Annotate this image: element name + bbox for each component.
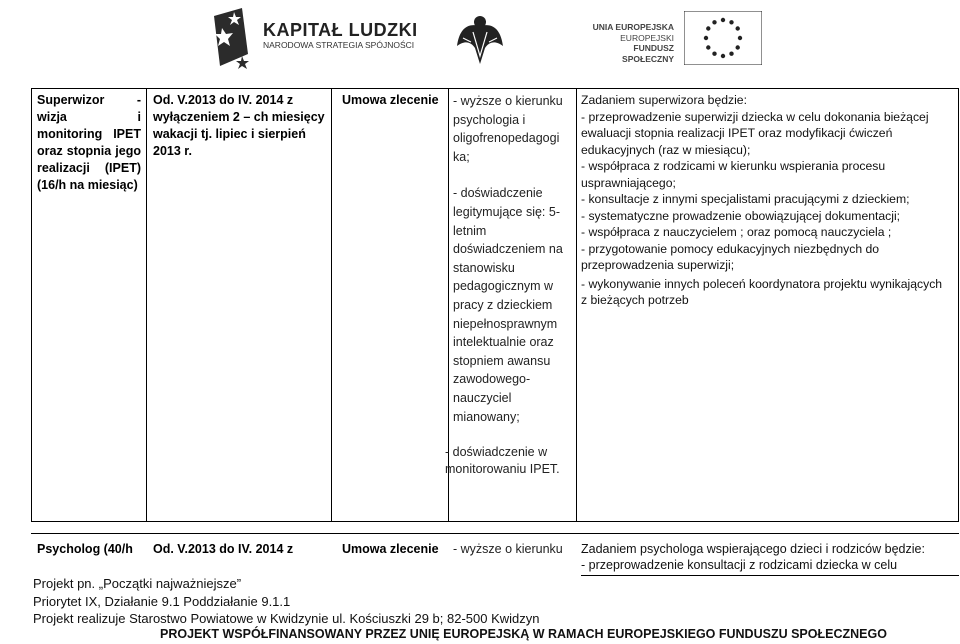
eu-flag-icon — [684, 11, 762, 65]
period-cell: Od. V.2013 do IV. 2014 z wyłączeniem 2 – ch miesięcy wakacji tj. lipiec i sierpień 2013 r. — [153, 93, 325, 158]
duty-item: - przygotowanie pomocy edukacyjnych niezbędnych do przeprowadzenia superwizji; — [581, 241, 880, 272]
footer-project-name: Projekt pn. „Początki najważniejsze” — [33, 576, 242, 591]
duties-cell — [581, 92, 951, 309]
duties-heading: Zadaniem superwizora będzie: — [581, 93, 747, 107]
duty-item: - wykonywanie innych poleceń koordynatora projektu wynikających z bieżących potrzeb — [581, 276, 943, 307]
table-border-left — [31, 89, 32, 521]
duty-item: - współpraca z nauczycielem ; oraz pomocą nauczyciela ; — [581, 225, 892, 239]
footer-implementer: Projekt realizuje Starostwo Powiatowe w Kwidzynie ul. Kościuszki 29 b; 82-500 Kwidzyn — [33, 611, 540, 626]
kapital-ludzki-subtitle: NARODOWA STRATEGIA SPÓJNOŚCI — [263, 40, 415, 50]
table-border-right — [958, 89, 959, 521]
kapital-ludzki-wordmark — [263, 20, 418, 51]
duty-item: - współpraca z rodzicami w kierunku wspierania procesu usprawniającego; — [581, 159, 886, 190]
eu-union-label: UNIA EUROPEJSKA — [592, 22, 674, 32]
duty-item: - przeprowadzenie superwizji dziecka w celu dokonania bieżącej ewaluacji stopnia realizacji IPET oraz modyfikacji ćwiczeń edukacyjnych (raz w miesiącu); — [581, 109, 929, 157]
footer-priority: Priorytet IX, Działanie 9.1 Poddziałanie 9.1.1 — [33, 594, 291, 609]
eu-fund-label-1: EUROPEJSKI — [620, 33, 674, 43]
duty-item: - przeprowadzenie konsultacji z rodzicami dziecka w celu — [581, 558, 898, 572]
eagle-emblem-icon — [455, 12, 505, 68]
position-cell: Psycholog (40/h — [37, 542, 133, 556]
requirement-ipet: - doświadczenie w monitorowaniu IPET. — [445, 445, 560, 477]
duties-heading: Zadaniem psychologa wspierającego dzieci i rodziców będzie: — [581, 542, 925, 556]
table-column-divider — [576, 89, 577, 521]
requirements-cell — [445, 92, 571, 478]
staff-table — [31, 88, 959, 522]
kapital-ludzki-title: KAPITAŁ LUDZKI — [263, 20, 418, 40]
eu-text-block — [590, 22, 674, 65]
duties-cell — [581, 541, 925, 573]
contract-type-cell: Umowa zlecenie — [342, 542, 439, 556]
footer-cofinancing: PROJEKT WSPÓŁFINANSOWANY PRZEZ UNIĘ EUROPEJSKĄ W RAMACH EUROPEJSKIEGO FUNDUSZU SPOŁECZNEGO — [160, 627, 887, 641]
requirements-cell: - wyższe o kierunku — [453, 542, 563, 556]
row-bottom-border — [581, 575, 959, 576]
table-column-divider — [331, 89, 332, 521]
requirement-education: - wyższe o kierunku psychologia i oligofrenopedagogi ka; — [453, 94, 563, 164]
staff-table-row-psychologist — [31, 533, 959, 575]
table-column-divider — [146, 89, 147, 521]
contract-type-cell: Umowa zlecenie — [342, 93, 439, 107]
row-top-border — [31, 533, 959, 534]
eu-fund-label-2: FUNDUSZ SPOŁECZNY — [622, 43, 674, 64]
period-cell: Od. V.2013 do IV. 2014 z — [153, 542, 294, 556]
position-cell: Superwizor - wizja i monitoring IPET oraz stopnia jego realizacji (IPET) (16/h na miesiąc) — [37, 93, 141, 192]
duty-item: - konsultacje z innymi specjalistami pracującymi z dzieckiem; — [581, 192, 910, 206]
duty-item: - systematyczne prowadzenie obowiązującej dokumentacji; — [581, 208, 901, 223]
requirement-experience: - doświadczenie legitymujące się: 5- letnim doświadczeniem na stanowisku pedagogicznym w pracy z dzieckiem niepełnosprawnym intelektualnie oraz stopniem awansu zawodowego- nauczyciel mianowany; — [453, 186, 563, 424]
